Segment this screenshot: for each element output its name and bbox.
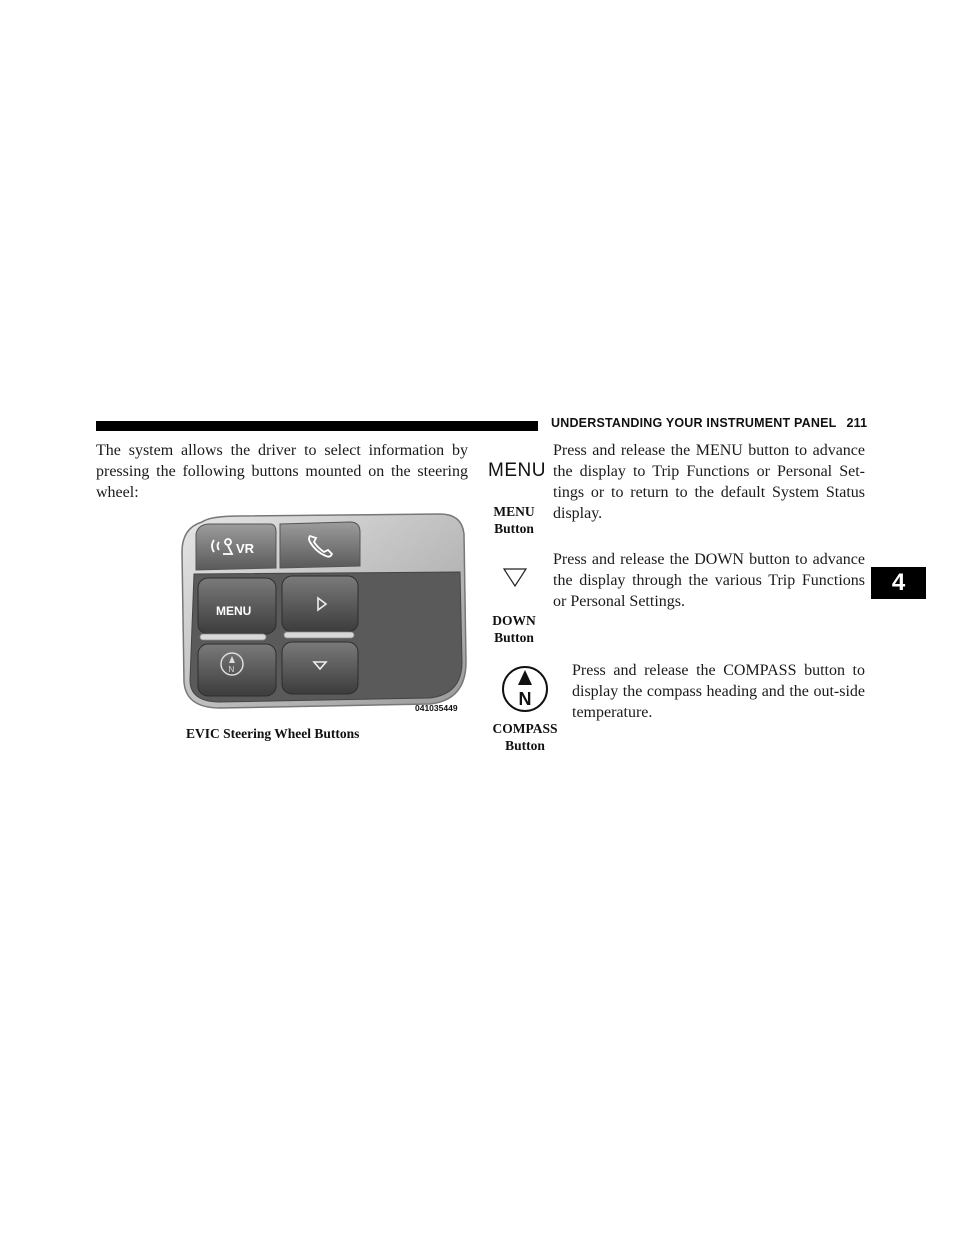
down-button-description: Press and release the DOWN button to advance the display through the various Trip Functions or Personal Settings.	[553, 551, 865, 610]
compass-key-letter: N	[228, 665, 235, 674]
menu-button-label	[478, 503, 550, 537]
header-rule	[96, 421, 538, 431]
menu-button-description: Press and release the MENU button to advance the display to Trip Functions or Personal Set-tings or to return to the default System Status display.	[553, 442, 865, 522]
chapter-tab: 4	[871, 567, 926, 599]
compass-icon-large	[501, 665, 549, 713]
compass-button-icon	[501, 665, 549, 718]
down-triangle-icon	[502, 566, 528, 590]
intro-paragraph: The system allows the driver to select information by pressing the following buttons mounted on the steering wheel:	[96, 442, 468, 501]
menu-icon-text: MENU	[488, 460, 546, 481]
compass-button-description: Press and release the COMPASS button to display the compass heading and the out-side temperature.	[572, 662, 865, 721]
running-header	[551, 416, 867, 430]
page-number: 211	[846, 416, 868, 430]
compass-button-label	[484, 720, 566, 754]
steering-wheel-buttons-figure	[180, 512, 470, 712]
menu-label-line2: Button	[494, 521, 534, 536]
compass-icon-letter: N	[518, 689, 532, 709]
header-title: UNDERSTANDING YOUR INSTRUMENT PANEL	[551, 416, 837, 430]
down-label-line1: DOWN	[492, 613, 536, 628]
figure-id-code: 041035449	[415, 703, 458, 713]
menu-key-label: MENU	[216, 604, 252, 618]
steering-wheel-buttons-illustration	[180, 512, 470, 712]
compass-label-line2: Button	[505, 738, 545, 753]
vr-key-label: VR	[236, 541, 255, 556]
down-label-line2: Button	[494, 630, 534, 645]
down-button-icon	[502, 566, 528, 595]
menu-button-icon	[488, 460, 546, 482]
menu-label-line1: MENU	[493, 504, 535, 519]
down-button-label	[478, 612, 550, 646]
compass-label-line1: COMPASS	[492, 721, 558, 736]
figure-caption: EVIC Steering Wheel Buttons	[186, 726, 360, 741]
